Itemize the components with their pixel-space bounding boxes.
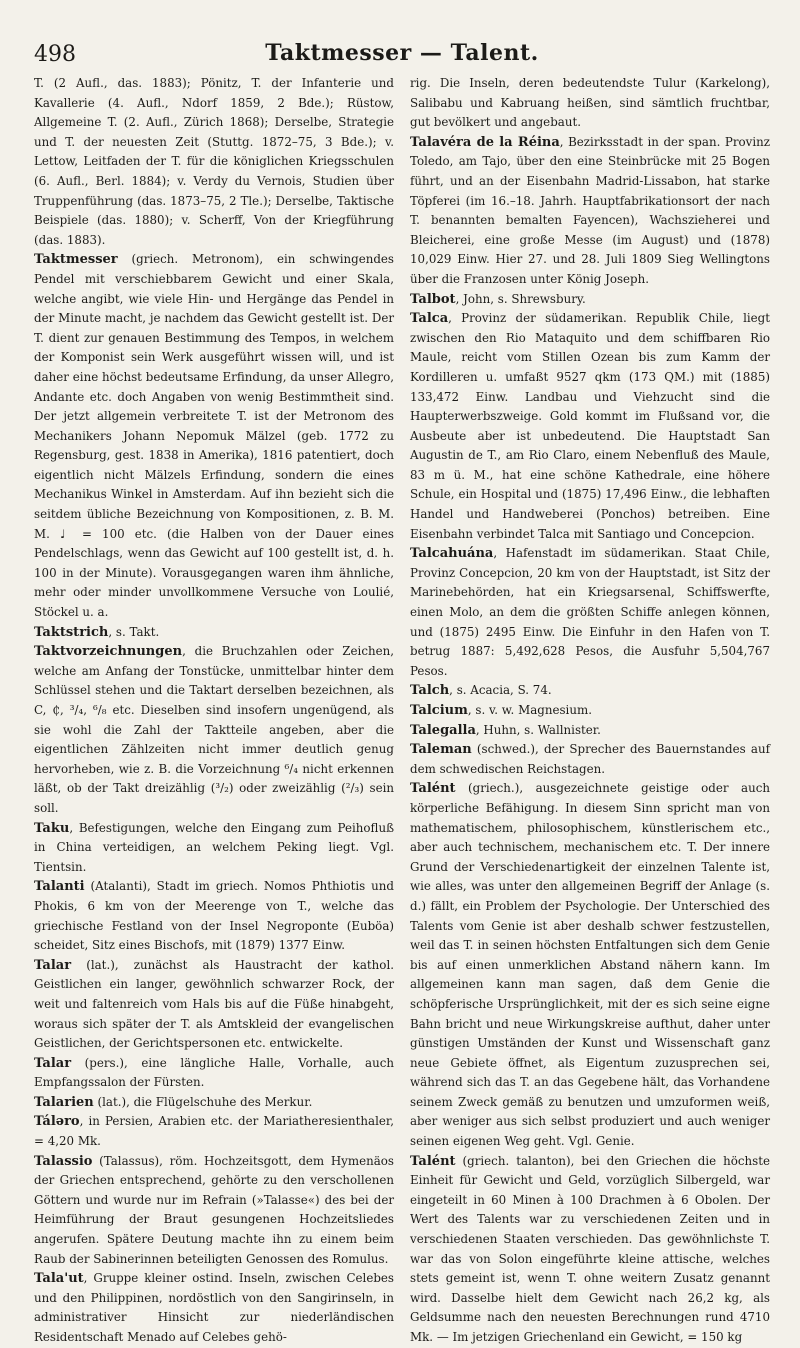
dictionary-entry xyxy=(34,1152,394,1270)
dictionary-entry xyxy=(410,309,770,544)
entry-headword: Talch xyxy=(410,683,450,699)
entry-text: , die Bruchzahlen oder Zeichen, welche am Anfang der Tonstücke, unmittelbar hinter dem Schlüssel stehen und die Taktart derselben bezeichnen, als C, ₵, ³/₄, ⁶/₈ etc. Dieselben sind insofern ungenügend, als sie wohl die Zahl der Taktteile angeben, aber die eigentlichen Zählzeiten nicht immer deutlich genug hervorheben, wie z. B. die Vorzeichnung ⁶/₄ nicht erkennen läßt, ob der Takt dreizählig (³/₂) oder zweizählig (²/₃) sein soll. xyxy=(34,644,394,815)
dictionary-entry xyxy=(410,721,770,741)
page-number: 498 xyxy=(34,42,76,67)
entry-headword: Talegalla xyxy=(410,722,476,738)
entry-text: (pers.), eine längliche Halle, Vorhalle, auch Empfangssalon der Fürsten. xyxy=(34,1055,394,1090)
entry-text: (Atalanti), Stadt im griech. Nomos Phthiotis und Phokis, 6 km von der Meerenge von T., welche das griechische Festland von der Insel Negroponte (Euböa) scheidet, Sitz eines Bischofs, mit (1879) 1377 Einw. xyxy=(34,879,394,953)
dictionary-entry xyxy=(410,544,770,681)
entry-headword: Talcahuána xyxy=(410,546,494,562)
entry-headword: Talént xyxy=(410,1153,456,1169)
entry-text: , Hafenstadt im südamerikan. Staat Chile, Provinz Concepcion, 20 km von der Hauptstadt, ist Sitz der Marinebehörden, hat ein Kriegsarsenal, Schiffswerfte, einen Molo, an dem die größten Schiffe anlegen können, und (1875) 2495 Einw. Die Einfuhr in den Hafen von T. betrug 1887: 5,492,628 Pesos, die Ausfuhr 5,504,767 Pesos. xyxy=(410,546,770,678)
entry-text: , Befestigungen, welche den Eingang zum Peihofluß in China verteidigen, an welchem Peking liegt. Vgl. Tientsin. xyxy=(34,820,394,874)
entry-continuation xyxy=(34,74,394,250)
entry-continuation xyxy=(410,74,770,133)
entry-text: , Huhn, s. Wallnister. xyxy=(475,722,601,737)
entry-text: (lat.), die Flügelschuhe des Merkur. xyxy=(93,1094,313,1109)
dictionary-entry xyxy=(34,1054,394,1093)
left-column xyxy=(34,74,394,1348)
entry-text: (griech.), ausgezeichnete geistige oder auch körperliche Befähigung. In diesem Sinn spricht man von mathematischem, philosophischem, künstlerischem etc., aber auch technischem, mechanischem etc. T. Der innere Grund der Verschiedenartigkeit der einzelnen Talente ist, wie alles, was unter den allgemeinen Begriff der Anlage (s. d.) fällt, ein Problem der Psychologie. Der Unterschied des Talents vom Genie ist aber deshalb schwer festzustellen, weil das T. in seinen höchsten Entfaltungen sich dem Genie bis auf einen unmerklichen Abstand nähern kann. Im allgemeinen kann man sagen, daß dem Genie die schöpferische Ursprünglichkeit, mit der es sich seine eigne Bahn bricht und neue Wirkungskreise aufthut, daher unter günstigen Umständen der Kunst und Wissenschaft ganz neue Gebiete öffnet, als Eigentum zuzusprechen sei, während sich das T. an das Gegebene hält, das Vorhandene seinem Zweck gemäß zu benutzen und umzuformen weiß, aber weniger aus sich selbst produziert und auch weniger seinen eigenen Weg geht. Vgl. Genie. xyxy=(410,781,770,1149)
dictionary-entry xyxy=(410,290,770,310)
entry-headword: Talassio xyxy=(34,1153,93,1169)
entry-headword: Talca xyxy=(410,311,449,327)
dictionary-entry xyxy=(34,1112,394,1151)
entry-headword: Taktvorzeichnungen xyxy=(34,644,183,660)
entry-headword: Talarien xyxy=(34,1094,94,1110)
entry-headword: Talar xyxy=(34,1055,72,1071)
dictionary-entry xyxy=(410,681,770,701)
entry-text: (schwed.), der Sprecher des Bauernstandes auf dem schwedischen Reichstagen. xyxy=(410,742,770,776)
entry-headword: Tala'ut xyxy=(34,1271,84,1287)
entry-text: , s. Acacia, S. 74. xyxy=(449,683,552,698)
entry-headword: Taku xyxy=(34,820,70,836)
dictionary-entry xyxy=(34,819,394,878)
entry-text: (griech. talanton), bei den Griechen die höchste Einheit für Gewicht und Geld, vorzüglich Silbergeld, war eingeteilt in 60 Minen à 100 Drachmen à 6 Obolen. Der Wert des Talents war zu verschiedenen Zeiten und in verschiedenen Staaten verschieden. Das gewöhnlichste T. war das von Solon eingeführte kleine attische, welches stets gemeint ist, wenn T. ohne weitern Zusatz genannt wird. Dasselbe hielt dem Gewicht nach 26,2 kg, als Geldsumme nach den neuesten Berechnungen rund 4710 Mk. — Im jetzigen Griechenland ein Gewicht, = 150 kg xyxy=(410,1153,770,1344)
entry-text: T. (2 Aufl., das. 1883); Pönitz, T. der Infanterie und Kavallerie (4. Aufl., Ndorf 1859, 2 Bde.); Rüstow, Allgemeine T. (2. Aufl., Zürich 1868); Derselbe, Strategie und T. der neuesten Zeit (Stuttg. 1872–75, 3 Bde.); v. Lettow, Leitfaden der T. für die königlichen Kriegsschulen (6. Aufl., Berl. 1884); v. Verdy du Vernois, Studien über Truppenführung (das. 1873–75, 2 Tle.); Derselbe, Taktische Beispiele (das. 1880); v. Scherff, Von der Kriegführung (das. 1883). xyxy=(34,76,394,247)
dictionary-entry xyxy=(410,1152,770,1348)
dictionary-entry xyxy=(34,956,394,1054)
entry-text: (griech. Metronom), ein schwingendes Pendel mit verschiebbarem Gewicht und einer Skala, welche angibt, wie viele Hin- und Hergänge das Pendel in der Minute macht, je nachdem das Gewicht gestellt ist. Der T. dient zur genauen Bestimmung des Tempos, in welchem der Komponist sein Werk ausgeführt wissen will, und ist daher eine höchst bedeutsame Erfindung, da unser Allegro, Andante etc. doch Angaben von wenig Bestimmtheit sind. Der jetzt allgemein verbreitete T. ist der Metronom des Mechanikers Johann Nepomuk Mälzel (geb. 1772 zu Regensburg, gest. 1838 in Amerika), 1816 patentiert, doch eigentlich nicht Mälzels Erfindung, sondern die eines Mechanikus Winkel in Amsterdam. Auf ihn bezieht sich die seitdem übliche Bezeichnung von Kompositionen, z. B. M. M. ♩ = 100 etc. (die Halben von der Dauer eines Pendelschlags, wenn das Gewicht auf 100 gestellt ist, d. h. 100 in der Minute). Vorausgegangen waren ihm ähnliche, mehr oder minder unvollkommene Versuche von Loulié, Stöckel u. a. xyxy=(34,252,394,620)
entry-text: , s. Takt. xyxy=(108,624,160,639)
dictionary-entry xyxy=(34,642,394,818)
entry-text: , Bezirksstadt in der span. Provinz Toledo, am Tajo, über den eine Steinbrücke mit 25 Bogen führt, und an der Eisenbahn Madrid-Lissabon, hat starke Töpferei (im 16.–18. Jahrh. Hauptfabrikationsort der nach T. benannten bemalten Fayencen), Wachszieherei und Bleicherei, eine große Messe (im August) und (1878) 10,029 Einw. Hier 27. und 28. Juli 1809 Sieg Wellingtons über die Franzosen unter König Joseph. xyxy=(410,134,770,286)
dictionary-entry xyxy=(34,250,394,622)
running-title: Taktmesser — Talent. xyxy=(265,40,539,66)
entry-headword: Talbot xyxy=(410,291,456,307)
entry-text: , s. v. w. Magnesium. xyxy=(467,703,592,717)
entry-text: , Gruppe kleiner ostind. Inseln, zwischen Celebes und den Philippinen, nordöstlich von den Sangirinseln, in administrativer Hinsicht zur niederländischen Residentschaft Menado auf Celebes gehö- xyxy=(34,1271,394,1344)
page-header xyxy=(34,40,770,74)
entry-headword: Talanti xyxy=(34,879,85,895)
dictionary-entry xyxy=(34,877,394,955)
dictionary-entry xyxy=(34,1269,394,1347)
entry-text: rig. Die Inseln, deren bedeutendste Tulur (Karkelong), Salibabu und Kabruang heißen, sind sämtlich fruchtbar, gut bevölkert und angebaut. xyxy=(410,76,770,130)
entry-headword: Taktstrich xyxy=(34,624,109,640)
entry-headword: Talcium xyxy=(410,703,468,718)
dictionary-entry xyxy=(410,701,770,721)
entry-headword: Talar xyxy=(34,957,72,973)
entry-text: (lat.), zunächst als Haustracht der kathol. Geistlichen ein langer, gewöhnlich schwarzer Rock, der weit und faltenreich vom Hals bis auf die Füße hinabgeht, woraus sich später der T. als Amtskleid der evangelischen Geistlichen, der Gerichtspersonen etc. entwickelte. xyxy=(34,957,394,1051)
entry-text: , John, s. Shrewsbury. xyxy=(455,291,586,306)
text-columns xyxy=(34,74,770,1348)
entry-headword: Talavéra de la Réina xyxy=(410,134,560,150)
entry-headword: Táləro xyxy=(34,1114,80,1130)
entry-text: , Provinz der südamerikan. Republik Chile, liegt zwischen den Rio Mataquito und dem schiffbaren Rio Maule, reicht vom Stillen Ozean bis zum Kamm der Kordilleren u. umfaßt 9527 qkm (173 QM.) mit (1885) 133,472 Einw. Landbau und Viehzucht sind die Haupterwerbszweige. Gold kommt im Flußsand vor, die Ausbeute aber ist unbedeutend. Die Hauptstadt San Augustin de T., am Rio Claro, einem Nebenfluß des Maule, 83 m ü. M., hat eine schöne Kathedrale, eine höhere Schule, ein Hospital und (1875) 17,496 Einw., die lebhaften Handel und Handweberei (Ponchos) betreiben. Eine Eisenbahn verbindet Talca mit Santiago und Concepcion. xyxy=(410,311,770,541)
dictionary-entry xyxy=(410,133,770,290)
dictionary-entry xyxy=(34,623,394,643)
entry-headword: Talént xyxy=(410,781,456,797)
dictionary-entry xyxy=(410,740,770,779)
dictionary-entry xyxy=(34,1093,394,1113)
entry-text: , in Persien, Arabien etc. der Mariatheresienthaler, = 4,20 Mk. xyxy=(34,1114,394,1149)
entry-headword: Taleman xyxy=(410,742,472,758)
right-column xyxy=(410,74,770,1348)
entry-text: (Talassus), röm. Hochzeitsgott, dem Hymenäos der Griechen entsprechend, gehörte zu den verschollenen Göttern und wurde nur im Refrain (»Talasse«) des bei der Heimführung der Braut gesungenen Hochzeitsliedes angerufen. Spätere Deutung machte ihn zu einem beim Raub der Sabinerinnen beteiligten Genossen des Romulus. xyxy=(34,1153,394,1266)
entry-headword: Taktmesser xyxy=(34,252,118,268)
dictionary-entry xyxy=(410,779,770,1151)
